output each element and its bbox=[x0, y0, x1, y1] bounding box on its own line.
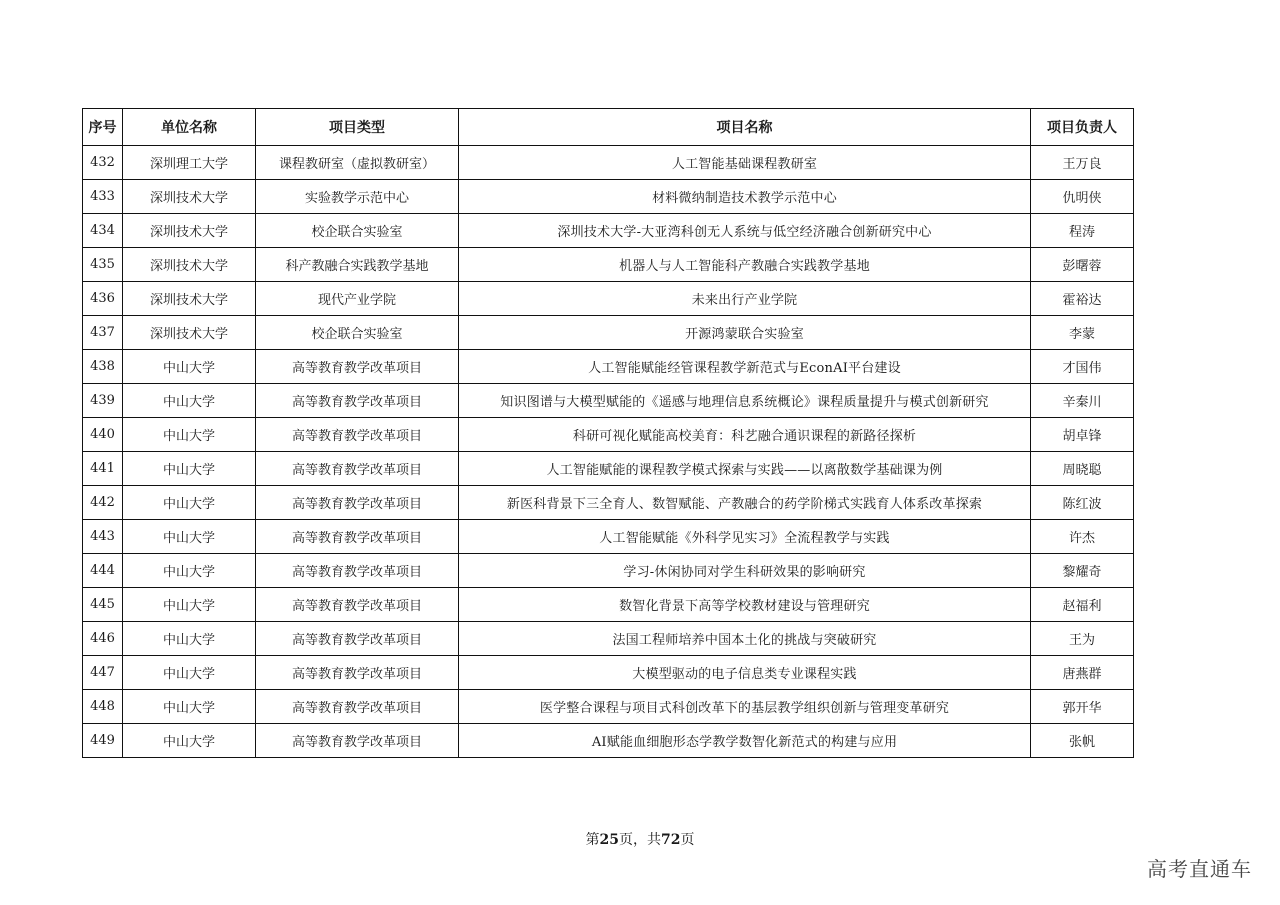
cell-project-lead: 王万良 bbox=[1031, 146, 1134, 180]
cell-project-lead: 郭开华 bbox=[1031, 690, 1134, 724]
cell-project-lead: 周晓聪 bbox=[1031, 452, 1134, 486]
cell-serial-number: 432 bbox=[83, 146, 123, 180]
cell-project-lead: 才国伟 bbox=[1031, 350, 1134, 384]
cell-project-type: 高等教育教学改革项目 bbox=[256, 350, 459, 384]
table-row bbox=[83, 690, 1134, 724]
cell-project-lead: 李蒙 bbox=[1031, 316, 1134, 350]
cell-project-type: 课程教研室（虚拟教研室） bbox=[256, 146, 459, 180]
cell-project-lead: 唐燕群 bbox=[1031, 656, 1134, 690]
cell-unit-name: 中山大学 bbox=[123, 418, 256, 452]
table-row bbox=[83, 588, 1134, 622]
cell-project-lead: 陈红波 bbox=[1031, 486, 1134, 520]
cell-unit-name: 中山大学 bbox=[123, 622, 256, 656]
cell-project-name: 未来出行产业学院 bbox=[459, 282, 1031, 316]
total-page-count: 72 bbox=[661, 832, 681, 848]
cell-project-type: 高等教育教学改革项目 bbox=[256, 690, 459, 724]
cell-project-name: 人工智能赋能经管课程教学新范式与EconAI平台建设 bbox=[459, 350, 1031, 384]
cell-unit-name: 中山大学 bbox=[123, 690, 256, 724]
table-row bbox=[83, 622, 1134, 656]
cell-project-type: 实验教学示范中心 bbox=[256, 180, 459, 214]
cell-serial-number: 442 bbox=[83, 486, 123, 520]
cell-serial-number: 444 bbox=[83, 554, 123, 588]
cell-project-name: 人工智能赋能《外科学见实习》全流程教学与实践 bbox=[459, 520, 1031, 554]
table-row bbox=[83, 452, 1134, 486]
cell-project-name: 开源鸿蒙联合实验室 bbox=[459, 316, 1031, 350]
header-unit-name: 单位名称 bbox=[123, 109, 256, 146]
cell-project-name: AI赋能血细胞形态学教学数智化新范式的构建与应用 bbox=[459, 724, 1031, 758]
cell-project-name: 学习-休闲协同对学生科研效果的影响研究 bbox=[459, 554, 1031, 588]
table-header-row bbox=[83, 109, 1134, 146]
cell-project-lead: 王为 bbox=[1031, 622, 1134, 656]
watermark-logo: 高考直通车 bbox=[1147, 857, 1252, 881]
page-footer bbox=[0, 829, 1280, 849]
cell-project-lead: 仇明侠 bbox=[1031, 180, 1134, 214]
cell-project-type: 高等教育教学改革项目 bbox=[256, 384, 459, 418]
cell-serial-number: 435 bbox=[83, 248, 123, 282]
cell-project-name: 材料微纳制造技术教学示范中心 bbox=[459, 180, 1031, 214]
cell-project-name: 科研可视化赋能高校美育：科艺融合通识课程的新路径探析 bbox=[459, 418, 1031, 452]
cell-unit-name: 深圳技术大学 bbox=[123, 316, 256, 350]
cell-project-type: 高等教育教学改革项目 bbox=[256, 520, 459, 554]
cell-project-name: 人工智能基础课程教研室 bbox=[459, 146, 1031, 180]
cell-project-type: 高等教育教学改革项目 bbox=[256, 724, 459, 758]
cell-project-type: 高等教育教学改革项目 bbox=[256, 418, 459, 452]
table-row bbox=[83, 180, 1134, 214]
cell-project-name: 人工智能赋能的课程教学模式探索与实践——以离散数学基础课为例 bbox=[459, 452, 1031, 486]
cell-project-lead: 程涛 bbox=[1031, 214, 1134, 248]
cell-project-lead: 张帆 bbox=[1031, 724, 1134, 758]
table-row bbox=[83, 214, 1134, 248]
cell-serial-number: 443 bbox=[83, 520, 123, 554]
cell-unit-name: 中山大学 bbox=[123, 724, 256, 758]
cell-project-lead: 彭曙蓉 bbox=[1031, 248, 1134, 282]
cell-project-type: 校企联合实验室 bbox=[256, 214, 459, 248]
cell-unit-name: 中山大学 bbox=[123, 554, 256, 588]
header-project-name: 项目名称 bbox=[459, 109, 1031, 146]
cell-unit-name: 中山大学 bbox=[123, 486, 256, 520]
cell-project-type: 高等教育教学改革项目 bbox=[256, 622, 459, 656]
cell-serial-number: 449 bbox=[83, 724, 123, 758]
cell-project-lead: 辛秦川 bbox=[1031, 384, 1134, 418]
cell-serial-number: 440 bbox=[83, 418, 123, 452]
table-row bbox=[83, 724, 1134, 758]
header-project-lead: 项目负责人 bbox=[1031, 109, 1134, 146]
cell-project-lead: 许杰 bbox=[1031, 520, 1134, 554]
cell-project-name: 深圳技术大学-大亚湾科创无人系统与低空经济融合创新研究中心 bbox=[459, 214, 1031, 248]
project-list-table bbox=[82, 108, 1134, 758]
header-project-type: 项目类型 bbox=[256, 109, 459, 146]
cell-serial-number: 434 bbox=[83, 214, 123, 248]
cell-unit-name: 中山大学 bbox=[123, 452, 256, 486]
cell-project-name: 医学整合课程与项目式科创改革下的基层教学组织创新与管理变革研究 bbox=[459, 690, 1031, 724]
cell-unit-name: 中山大学 bbox=[123, 520, 256, 554]
cell-unit-name: 中山大学 bbox=[123, 384, 256, 418]
cell-project-type: 高等教育教学改革项目 bbox=[256, 486, 459, 520]
table-row bbox=[83, 146, 1134, 180]
footer-prefix: 第 bbox=[585, 832, 600, 848]
cell-serial-number: 445 bbox=[83, 588, 123, 622]
table-row bbox=[83, 316, 1134, 350]
cell-serial-number: 437 bbox=[83, 316, 123, 350]
cell-unit-name: 中山大学 bbox=[123, 588, 256, 622]
cell-project-name: 新医科背景下三全育人、数智赋能、产教融合的药学阶梯式实践育人体系改革探索 bbox=[459, 486, 1031, 520]
cell-project-type: 科产教融合实践教学基地 bbox=[256, 248, 459, 282]
cell-unit-name: 深圳技术大学 bbox=[123, 214, 256, 248]
table-row bbox=[83, 520, 1134, 554]
cell-project-name: 机器人与人工智能科产教融合实践教学基地 bbox=[459, 248, 1031, 282]
footer-middle: 页，共 bbox=[619, 832, 661, 848]
cell-serial-number: 438 bbox=[83, 350, 123, 384]
cell-project-type: 高等教育教学改革项目 bbox=[256, 452, 459, 486]
cell-unit-name: 深圳理工大学 bbox=[123, 146, 256, 180]
cell-unit-name: 深圳技术大学 bbox=[123, 180, 256, 214]
cell-project-name: 知识图谱与大模型赋能的《遥感与地理信息系统概论》课程质量提升与模式创新研究 bbox=[459, 384, 1031, 418]
cell-project-type: 高等教育教学改革项目 bbox=[256, 588, 459, 622]
table-row bbox=[83, 282, 1134, 316]
cell-serial-number: 447 bbox=[83, 656, 123, 690]
cell-project-type: 校企联合实验室 bbox=[256, 316, 459, 350]
cell-project-name: 大模型驱动的电子信息类专业课程实践 bbox=[459, 656, 1031, 690]
cell-unit-name: 深圳技术大学 bbox=[123, 282, 256, 316]
cell-serial-number: 446 bbox=[83, 622, 123, 656]
cell-project-lead: 胡卓锋 bbox=[1031, 418, 1134, 452]
table-row bbox=[83, 248, 1134, 282]
cell-unit-name: 深圳技术大学 bbox=[123, 248, 256, 282]
table-row bbox=[83, 384, 1134, 418]
cell-project-type: 高等教育教学改革项目 bbox=[256, 656, 459, 690]
table-row bbox=[83, 554, 1134, 588]
cell-project-lead: 黎耀奇 bbox=[1031, 554, 1134, 588]
table-row bbox=[83, 418, 1134, 452]
cell-serial-number: 433 bbox=[83, 180, 123, 214]
cell-project-lead: 霍裕达 bbox=[1031, 282, 1134, 316]
cell-project-lead: 赵福利 bbox=[1031, 588, 1134, 622]
cell-serial-number: 439 bbox=[83, 384, 123, 418]
cell-project-name: 数智化背景下高等学校教材建设与管理研究 bbox=[459, 588, 1031, 622]
table-row bbox=[83, 656, 1134, 690]
cell-project-name: 法国工程师培养中国本土化的挑战与突破研究 bbox=[459, 622, 1031, 656]
cell-unit-name: 中山大学 bbox=[123, 350, 256, 384]
footer-suffix: 页 bbox=[680, 832, 695, 848]
cell-serial-number: 441 bbox=[83, 452, 123, 486]
header-serial-number: 序号 bbox=[83, 109, 123, 146]
current-page-number: 25 bbox=[599, 832, 619, 848]
table-row bbox=[83, 486, 1134, 520]
cell-project-type: 高等教育教学改革项目 bbox=[256, 554, 459, 588]
cell-serial-number: 448 bbox=[83, 690, 123, 724]
cell-serial-number: 436 bbox=[83, 282, 123, 316]
cell-unit-name: 中山大学 bbox=[123, 656, 256, 690]
cell-project-type: 现代产业学院 bbox=[256, 282, 459, 316]
table-row bbox=[83, 350, 1134, 384]
